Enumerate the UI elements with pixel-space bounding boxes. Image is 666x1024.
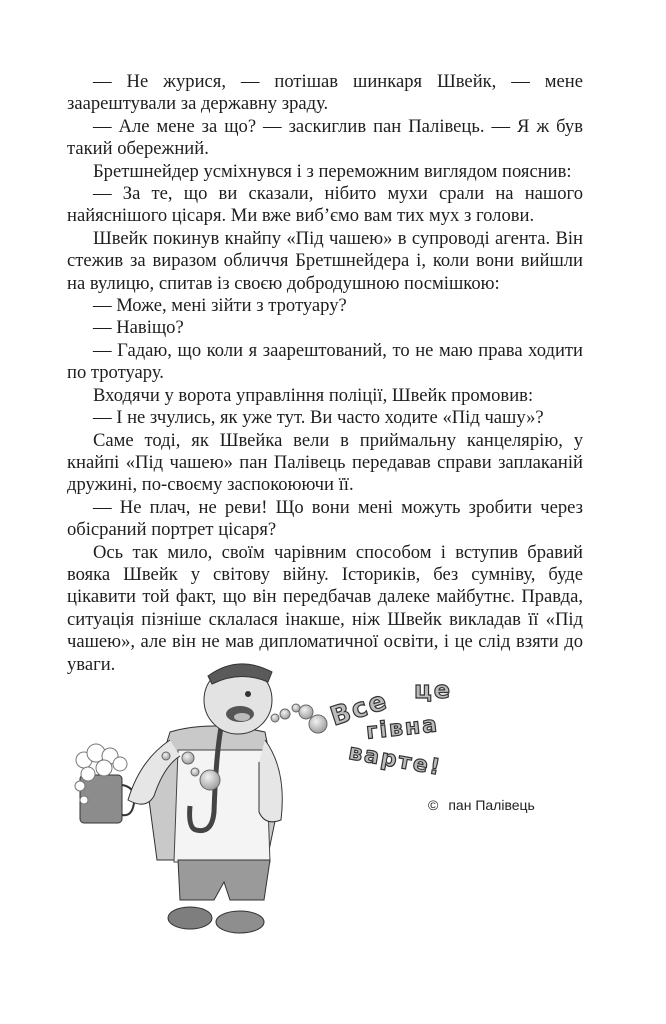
palivec-figure-icon — [70, 660, 490, 960]
paragraph: — За те, що ви сказали, нібито мухи срали на нашого найяснішого цісаря. Ми вже виб’ємо вам тих мух з голови. — [67, 183, 583, 227]
speech-word: це — [414, 676, 453, 704]
speech-word: гівна — [364, 712, 441, 745]
illustration-caption — [428, 797, 535, 813]
paragraph: Входячи у ворота управління поліції, Швейк промовив: — [93, 384, 534, 406]
speech-word: варте! — [346, 740, 444, 781]
tavern-keeper-illustration — [70, 660, 490, 960]
speech-word: Все — [326, 685, 393, 733]
paragraph: — Не плач, не реви! Що вони мені можуть зробити через обісраний портрет цісаря? — [67, 496, 583, 541]
paragraph: Бретшнейдер усміхнувся і з переможним виглядом пояснив: — [93, 160, 572, 182]
paragraph: — І не зчулись, як уже тут. Ви часто ходите «Під чашу»? — [93, 407, 544, 429]
caption-text: пан Палівець — [448, 797, 535, 813]
copyright-icon: © — [428, 797, 439, 813]
paragraph: Швейк покинув кнайпу «Під чашею» в супроводі агента. Він стежив за виразом обличчя Бретшнейдера і, коли вони вийшли на вулицю, спитав із своєю добродушною посмішкою: — [67, 227, 583, 294]
paragraph: — Навіщо? — [93, 317, 184, 339]
paragraph: Ось так мило, своїм чарівним способом і вступив бравий вояка Швейк у світову війну. Істориків, без сумніву, буде цікавити той факт, що він передбачав далеке майбутнє. Правда, ситуація пізніше склалася інакше, ніж Швейк викладав її «Під чашею», але він не мав дипломатичної освіти, і це слід взяти до уваги. — [67, 541, 583, 675]
body-text — [67, 71, 583, 676]
paragraph: — Не журися, — потішав шинкаря Швейк, — мене заарештували за державну зраду. — [67, 71, 583, 115]
paragraph: Саме тоді, як Швейка вели в приймальну канцелярію, у кнайпі «Під чашею» пан Палівець передавав справи заплаканій дружині, по-своєму заспокоюючи її. — [67, 429, 583, 496]
paragraph: — Може, мені зійти з тротуару? — [93, 295, 347, 317]
paragraph: — Але мене за що? — заскиглив пан Палівець. — Я ж був такий обережний. — [67, 115, 583, 160]
paragraph: — Гадаю, що коли я заарештований, то не маю права ходити по тротуару. — [67, 339, 583, 384]
